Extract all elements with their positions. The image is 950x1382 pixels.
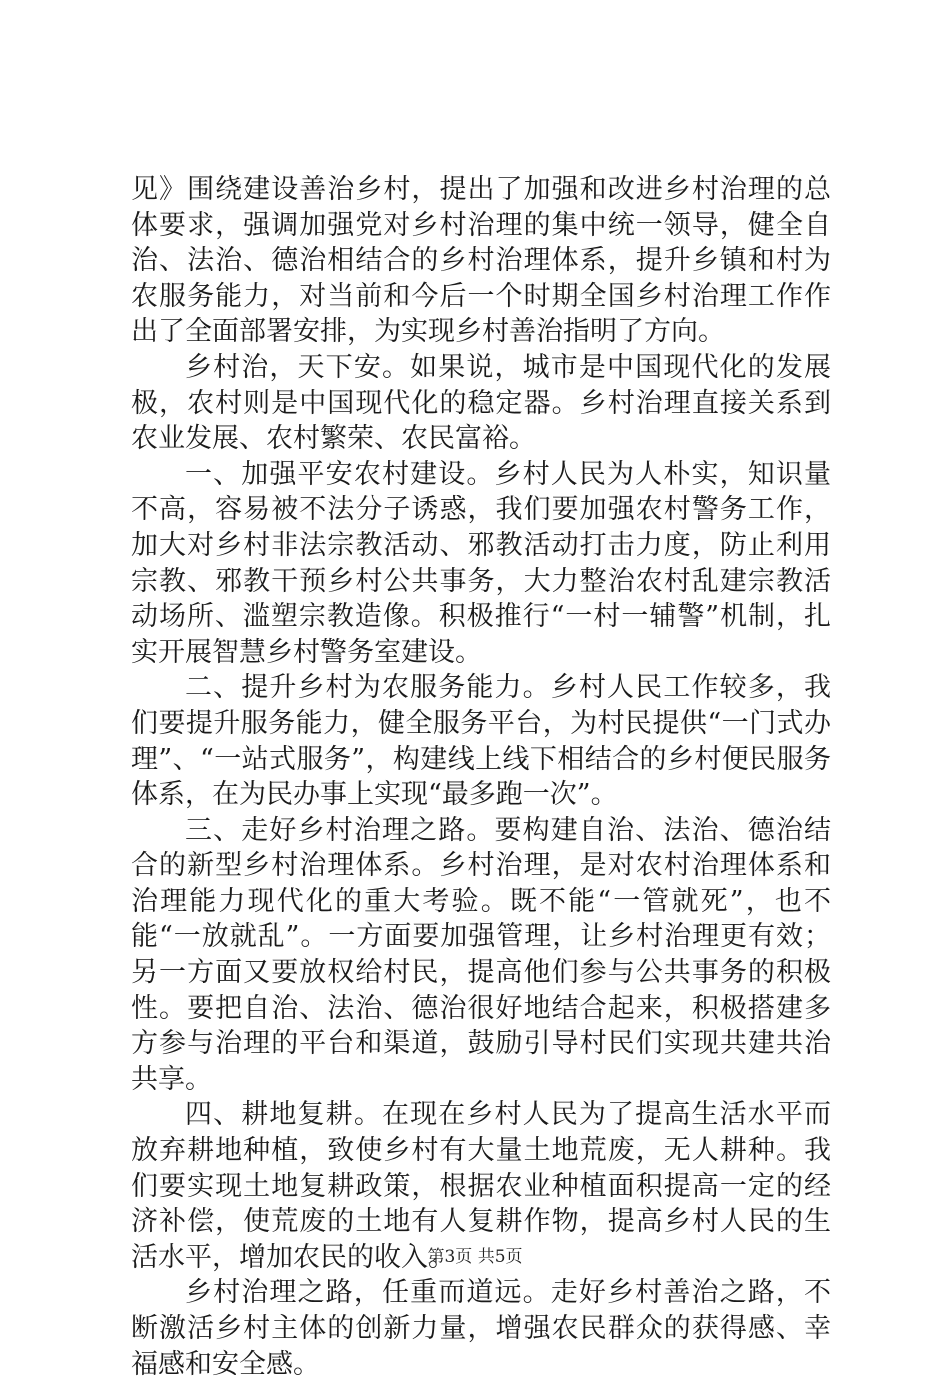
paragraph-intro-continuation: 见》围绕建设善治乡村，提出了加强和改进乡村治理的总体要求，强调加强党对乡村治理的集中统一领导，健全自治、法治、德治相结合的乡村治理体系，提升乡镇和村为农服务能力，对当前和今后一个时期全国乡村治理工作作出了全面部署安排，为实现乡村善治指明了方向。 [131,174,831,348]
paragraph-rural-governance: 乡村治，天下安。如果说，城市是中国现代化的发展极，农村则是中国现代化的稳定器。乡村治理直接关系到农业发展、农村繁荣、农民富裕。 [131,351,831,455]
paragraph-point-one: 一、加强平安农村建设。乡村人民为人朴实，知识量不高，容易被不法分子诱惑，我们要加强农村警务工作，加大对乡村非法宗教活动、邪教活动打击力度，防止利用宗教、邪教干预乡村公共事务，大力整治农村乱建宗教活动场所、滥塑宗教造像。积极推行“一村一辅警”机制，扎实开展智慧乡村警务室建设。 [131,458,831,668]
paragraph-point-three: 三、走好乡村治理之路。要构建自治、法治、德治结合的新型乡村治理体系。乡村治理，是对农村治理体系和治理能力现代化的重大考验。既不能“一管就死”，也不能“一放就乱”。一方面要加强管理，让乡村治理更有效；另一方面又要放权给村民，提高他们参与公共事务的积极性。要把自治、法治、德治很好地结合起来，积极搭建多方参与治理的平台和渠道，鼓励引导村民们实现共建共治共享。 [131,814,831,1095]
paragraph-point-two: 二、提升乡村为农服务能力。乡村人民工作较多，我们要提升服务能力，健全服务平台，为村民提供“一门式办理”、“一站式服务”，构建线上线下相结合的乡村便民服务体系，在为民办事上实现“最多跑一次”。 [131,672,831,811]
paragraph-point-four: 四、耕地复耕。在现在乡村人民为了提高生活水平而放弃耕地种植，致使乡村有大量土地荒废，无人耕种。我们要实现土地复耕政策，根据农业种植面积提高一定的经济补偿，使荒废的土地有人复耕作物，提高乡村人民的生活水平，增加农民的收入。 [131,1099,831,1273]
paragraph-conclusion: 乡村治理之路，任重而道远。走好乡村善治之路，不断激活乡村主体的创新力量，增强农民群众的获得感、幸福感和安全感。 [131,1277,831,1380]
document-body [131,172,831,1382]
page-number-footer: 第3页 共5页 [427,1247,523,1267]
